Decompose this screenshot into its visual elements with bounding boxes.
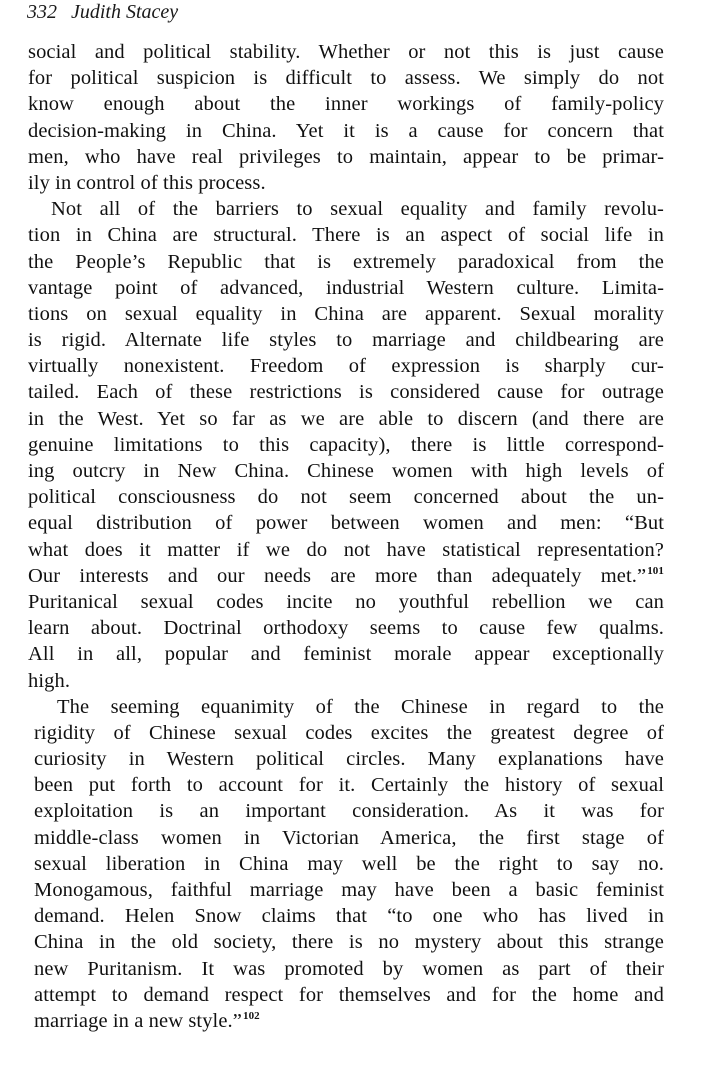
- text-line: demand. Helen Snow claims that “to one who has lived in: [34, 905, 664, 928]
- text-line: ily in control of this process.: [28, 171, 266, 194]
- text-line: new Puritanism. It was promoted by women as part of their: [34, 957, 664, 980]
- page-number: 332: [27, 1, 57, 23]
- text-line: social and political stability. Whether or not this is just cause: [28, 41, 664, 63]
- text-line: ing outcry in New China. Chinese women with high levels of: [28, 460, 664, 482]
- text-line: the People’s Republic that is extremely paradoxical from the: [28, 250, 664, 273]
- text-line: been put forth to account for it. Certainly the history of sexual: [34, 774, 664, 797]
- text-line: curiosity in Western political circles. Many explanations have: [34, 748, 664, 771]
- running-title: Judith Stacey: [71, 1, 179, 23]
- paragraph-continuation: [28, 39, 664, 196]
- text-line-with-footnote: [28, 563, 664, 589]
- text-line: exploitation is an important consideration. As it was for: [34, 800, 664, 823]
- text-line: is rigid. Alternate life styles to marriage and childbearing are: [28, 329, 664, 352]
- body-text: [28, 39, 664, 1034]
- text-line: Monogamous, faithful marriage may have been a basic feminist: [34, 879, 664, 901]
- footnote-marker-101[interactable]: 101: [647, 564, 664, 577]
- text-line: vantage point of advanced, industrial Western culture. Limita-: [28, 276, 664, 299]
- text-line: for political suspicion is difficult to assess. We simply do not: [28, 67, 664, 90]
- text-line-content: Our interests and our needs are more than adequately met.”: [28, 564, 647, 587]
- text-line: rigidity of Chinese sexual codes excites the greatest degree of: [34, 721, 664, 744]
- text-line: virtually nonexistent. Freedom of expression is sharply cur-: [28, 355, 664, 378]
- paragraph-equanimity: [34, 694, 664, 1034]
- text-line: genuine limitations to this capacity), there is little correspond-: [28, 433, 664, 456]
- text-line: political consciousness do not seem concerned about the un-: [28, 486, 664, 509]
- text-line: sexual liberation in China may well be the right to say no.: [34, 852, 664, 875]
- paragraph-barriers: [28, 196, 664, 694]
- text-line: tailed. Each of these restrictions is considered cause for outrage: [28, 381, 664, 404]
- text-line: what does it matter if we do not have statistical representation?: [28, 538, 664, 561]
- text-line: men, who have real privileges to maintain, appear to be primar-: [28, 145, 664, 168]
- text-line: China in the old society, there is no mystery about this strange: [34, 931, 664, 954]
- text-line-content: marriage in a new style.”: [34, 1009, 242, 1032]
- text-line: middle-class women in Victorian America, the first stage of: [34, 826, 664, 849]
- footnote-marker-102[interactable]: 102: [242, 1009, 260, 1022]
- text-line: know enough about the inner workings of family-policy: [28, 93, 664, 116]
- text-line: All in all, popular and feminist morale appear exceptionally: [28, 643, 664, 666]
- text-line-with-footnote: [34, 1008, 664, 1034]
- running-head: [27, 0, 178, 24]
- text-line: The seeming equanimity of the Chinese in regard to the: [57, 695, 664, 718]
- text-line: equal distribution of power between women and men: “But: [28, 512, 664, 535]
- text-line: in the West. Yet so far as we are able to discern (and there are: [28, 407, 664, 430]
- text-line: attempt to demand respect for themselves and for the home and: [34, 983, 664, 1006]
- text-line: decision-making in China. Yet it is a cause for concern that: [28, 119, 664, 142]
- text-line: Puritanical sexual codes incite no youthful rebellion we can: [28, 590, 664, 613]
- text-line: high.: [28, 669, 71, 692]
- text-line: learn about. Doctrinal orthodoxy seems to cause few qualms.: [28, 617, 664, 640]
- text-line: tions on sexual equality in China are apparent. Sexual morality: [28, 302, 664, 325]
- text-line: Not all of the barriers to sexual equality and family revolu-: [51, 198, 664, 221]
- text-line: tion in China are structural. There is an aspect of social life in: [28, 224, 664, 247]
